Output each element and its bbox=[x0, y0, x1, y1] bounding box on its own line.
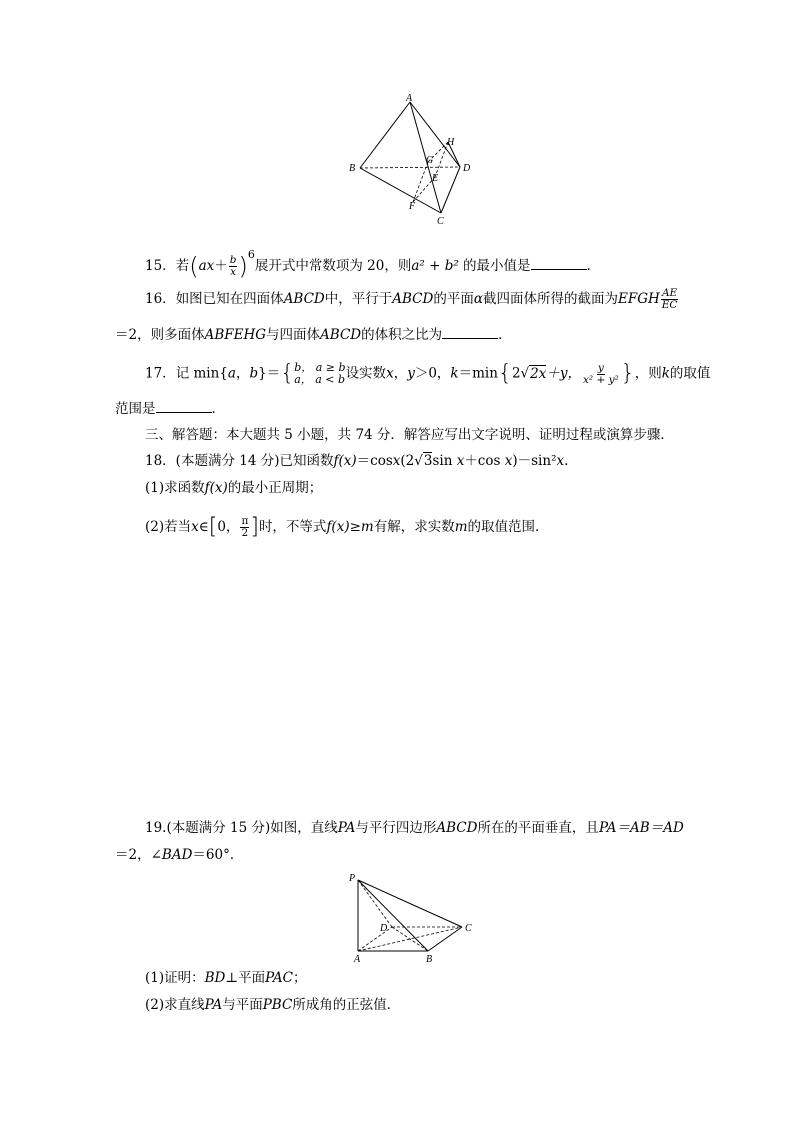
q16-answer-blank[interactable] bbox=[442, 326, 498, 339]
q18-text4: sin bbox=[432, 453, 457, 469]
q16-abcd: ABCD bbox=[283, 291, 325, 307]
question-16 bbox=[145, 288, 679, 311]
q16-efgh: EFGH bbox=[617, 291, 660, 307]
q18-text6: )－sin² bbox=[512, 453, 557, 469]
q19-p1-pac: PAC bbox=[265, 970, 294, 986]
q17-var-y: y bbox=[407, 365, 415, 382]
label-E: E bbox=[432, 173, 439, 184]
q17-cases bbox=[294, 362, 345, 386]
q19-p1-bd: BD bbox=[204, 970, 226, 986]
q18-p1-text2: 的最小正周期； bbox=[227, 480, 323, 496]
tetrahedron-figure bbox=[340, 92, 480, 228]
q18-x1: x bbox=[392, 453, 401, 469]
q19-p2-pbc: PBC bbox=[262, 997, 293, 1013]
q19-text: 19.(本题满分 15 分)如图，直线 bbox=[145, 820, 338, 836]
q16-text: 如图已知在四面体 bbox=[175, 291, 284, 307]
q18-p2-m2: m bbox=[454, 519, 468, 535]
q18-p2-x: x bbox=[191, 519, 199, 535]
q15-frac-num: b bbox=[229, 254, 237, 266]
q18-p2-zero: 0， bbox=[217, 519, 240, 535]
q17-var-k2: k bbox=[661, 365, 670, 382]
q17-comma: ， bbox=[235, 365, 250, 382]
q18-fraction bbox=[240, 516, 249, 539]
q15-var-a: a bbox=[198, 258, 207, 274]
q19-p1-text: (1)证明： bbox=[145, 970, 205, 986]
label-H: H bbox=[447, 137, 455, 148]
q18-p2-m: m bbox=[360, 519, 374, 535]
q17-answer-blank[interactable] bbox=[156, 400, 212, 413]
q16-abcd2: ABCD bbox=[392, 291, 434, 307]
q17-frac-num: y bbox=[597, 361, 604, 374]
q19-text3: 所在的平面垂直，且 bbox=[477, 820, 599, 836]
q19-p2-text2: 与平面 bbox=[222, 997, 263, 1013]
q18-p2-text4: 的取值范围． bbox=[467, 519, 549, 535]
q18-frac-num: π bbox=[241, 515, 249, 527]
q16-abcd3: ABCD bbox=[320, 327, 362, 343]
q17-case1: b， a ≥ b bbox=[294, 361, 346, 374]
q18-p1-fx: f(x) bbox=[204, 480, 228, 496]
q16-text4: 截四面体所得的截面为 bbox=[482, 291, 618, 307]
q16-text3: 的平面 bbox=[433, 291, 474, 307]
q16-end: ． bbox=[498, 327, 512, 343]
q19-text2: 与平行四边形 bbox=[355, 820, 437, 836]
q18-text7: . bbox=[564, 453, 569, 469]
question-18: 18．(本题满分 14 分)已知函数f(x)＝cosx(2√3sin x＋cos x)－sin²x. bbox=[145, 453, 569, 469]
q17-text9: 范围是 bbox=[115, 401, 156, 417]
q17-text5: ＞0， bbox=[414, 365, 451, 382]
q17-end: ． bbox=[211, 401, 225, 417]
q17-arg1c: ＋y， bbox=[546, 365, 581, 382]
q15-fraction bbox=[229, 255, 238, 278]
q15-expression: a² + b² bbox=[411, 258, 459, 274]
q17-var-x: x bbox=[386, 365, 394, 382]
q17-text2: }＝ bbox=[258, 365, 281, 382]
label-D2: D bbox=[380, 923, 388, 934]
label-B2: B bbox=[426, 954, 433, 965]
q19-pa: PA bbox=[337, 820, 356, 836]
q18-p2-text2: 时，不等式 bbox=[258, 519, 327, 535]
label-A: A bbox=[406, 93, 413, 104]
question-18-part1 bbox=[145, 478, 322, 498]
q15-end: ． bbox=[586, 258, 601, 274]
q18-p2-fx: f(x) bbox=[326, 519, 350, 535]
q18-frac-den: 2 bbox=[241, 527, 249, 539]
q16-number: 16． bbox=[145, 291, 176, 307]
label-P: P bbox=[349, 873, 356, 884]
q18-x4: x bbox=[556, 453, 565, 469]
q17-case2: a， a < b bbox=[294, 373, 346, 386]
question-19 bbox=[145, 818, 684, 838]
q19-p1-end: ； bbox=[293, 970, 307, 986]
q17-text3: 设实数 bbox=[345, 365, 387, 382]
label-A2: A bbox=[354, 954, 361, 965]
q15-text2: 展开式中常数项为 20，则 bbox=[254, 258, 412, 274]
q16-text2: 中，平行于 bbox=[324, 291, 393, 307]
q17-text8: 的取值 bbox=[669, 365, 711, 382]
q18-p2-in: ∈ bbox=[198, 519, 209, 535]
label-G: G bbox=[426, 155, 434, 166]
question-19-part2 bbox=[145, 995, 400, 1015]
q18-text2: ＝cos bbox=[356, 453, 393, 469]
q16-fraction bbox=[661, 288, 679, 311]
question-19-part1 bbox=[145, 968, 307, 988]
q16-frac-den: EC bbox=[661, 299, 678, 311]
q17-arg1b: 2x bbox=[530, 365, 547, 382]
q17-arg1a: 2 bbox=[511, 365, 521, 382]
q19-abcd: ABCD bbox=[436, 820, 478, 836]
q17-text: 记 min{ bbox=[175, 365, 228, 382]
q19-p1-text2: ⊥平面 bbox=[225, 970, 266, 986]
q18-x3: x bbox=[504, 453, 513, 469]
label-F: F bbox=[409, 201, 416, 212]
label-C: C bbox=[437, 216, 444, 227]
q16-text7: 的体积之比为 bbox=[361, 327, 443, 343]
q17-text7: ，则 bbox=[634, 365, 662, 382]
q17-var-k: k bbox=[450, 365, 459, 382]
q15-frac-den: x bbox=[230, 266, 237, 278]
q18-p2-ge: ≥ bbox=[349, 519, 361, 535]
q15-var-x: x bbox=[206, 258, 215, 274]
q19-p2-text3: 所成角的正弦值． bbox=[292, 997, 401, 1013]
question-15: 15．若(ax＋ $\frac{b}{x}$ )$^6$展开式中常数项为 20，则a² + b² 的最小值是 ． bbox=[145, 248, 601, 281]
q17-fraction bbox=[582, 363, 620, 386]
pyramid-figure bbox=[345, 870, 480, 965]
q19-bad: BAD bbox=[161, 847, 193, 863]
q18-sqrt3: 3 bbox=[423, 453, 433, 469]
q17-number: 17． bbox=[145, 365, 176, 382]
q18-p1-text: (1)求函数 bbox=[145, 480, 205, 496]
q19-text5: ＝60°． bbox=[192, 847, 244, 863]
q16-poly: ABFEHG bbox=[204, 327, 267, 343]
q17-var-b: b bbox=[249, 365, 259, 382]
q17-var-a: a bbox=[227, 365, 236, 382]
q15-answer-blank[interactable] bbox=[531, 257, 587, 270]
label-B: B bbox=[349, 163, 356, 174]
question-17: 17．记 min{a，b}＝{ b， a ≥ b a， a < b 设实数x，y＞0，k＝min{2√2x＋y， $\frac{y}{\text{x² + y²}}$ }，则k的取值 bbox=[145, 361, 711, 386]
q15-exponent: 6 bbox=[247, 248, 255, 261]
q18-x2: x bbox=[456, 453, 465, 469]
q18-text5: ＋cos bbox=[464, 453, 505, 469]
q18-p2-text: (2)若当 bbox=[145, 519, 192, 535]
label-D: D bbox=[463, 163, 471, 174]
q16-frac-num: AE bbox=[661, 287, 678, 299]
q16-text6: 与四面体 bbox=[266, 327, 321, 343]
section-3-heading: 三、解答题：本大题共 5 小题，共 74 分．解答应写出文字说明、证明过程或演算步骤． bbox=[145, 427, 674, 443]
q18-p2-text3: 有解，求实数 bbox=[373, 519, 455, 535]
q15-text: 若 bbox=[175, 258, 190, 274]
q15-text3: 的最小值是 bbox=[458, 258, 531, 274]
q15-plus: ＋ bbox=[214, 258, 228, 274]
q19-eq: PA＝AB＝AD bbox=[598, 820, 684, 836]
q15-number: 15． bbox=[145, 258, 176, 274]
q16-text5: ＝2，则多面体 bbox=[115, 327, 205, 343]
q19-p2-text: (2)求直线 bbox=[145, 997, 205, 1013]
question-19-line2 bbox=[115, 845, 243, 865]
question-16-line2 bbox=[115, 325, 512, 345]
q19-p2-pa: PA bbox=[204, 997, 223, 1013]
q18-text3: (2 bbox=[400, 453, 415, 469]
question-18-part2: (2)若当x∈[0， $\frac{\pi}{2}$ ]时，不等式f(x)≥m有解，求实数m的取值范围． bbox=[145, 514, 549, 540]
question-17-line2 bbox=[115, 399, 225, 419]
q17-frac-den: x² + y² bbox=[582, 373, 619, 386]
q16-alpha: α bbox=[473, 291, 483, 307]
label-C2: C bbox=[465, 923, 472, 934]
q19-text4: ＝2，∠ bbox=[115, 847, 162, 863]
q18-text: 18．(本题满分 14 分)已知函数 bbox=[145, 453, 334, 469]
q17-comma2: ， bbox=[393, 365, 408, 382]
q17-text6: ＝min bbox=[458, 365, 498, 382]
q18-fx: f(x) bbox=[333, 453, 357, 469]
